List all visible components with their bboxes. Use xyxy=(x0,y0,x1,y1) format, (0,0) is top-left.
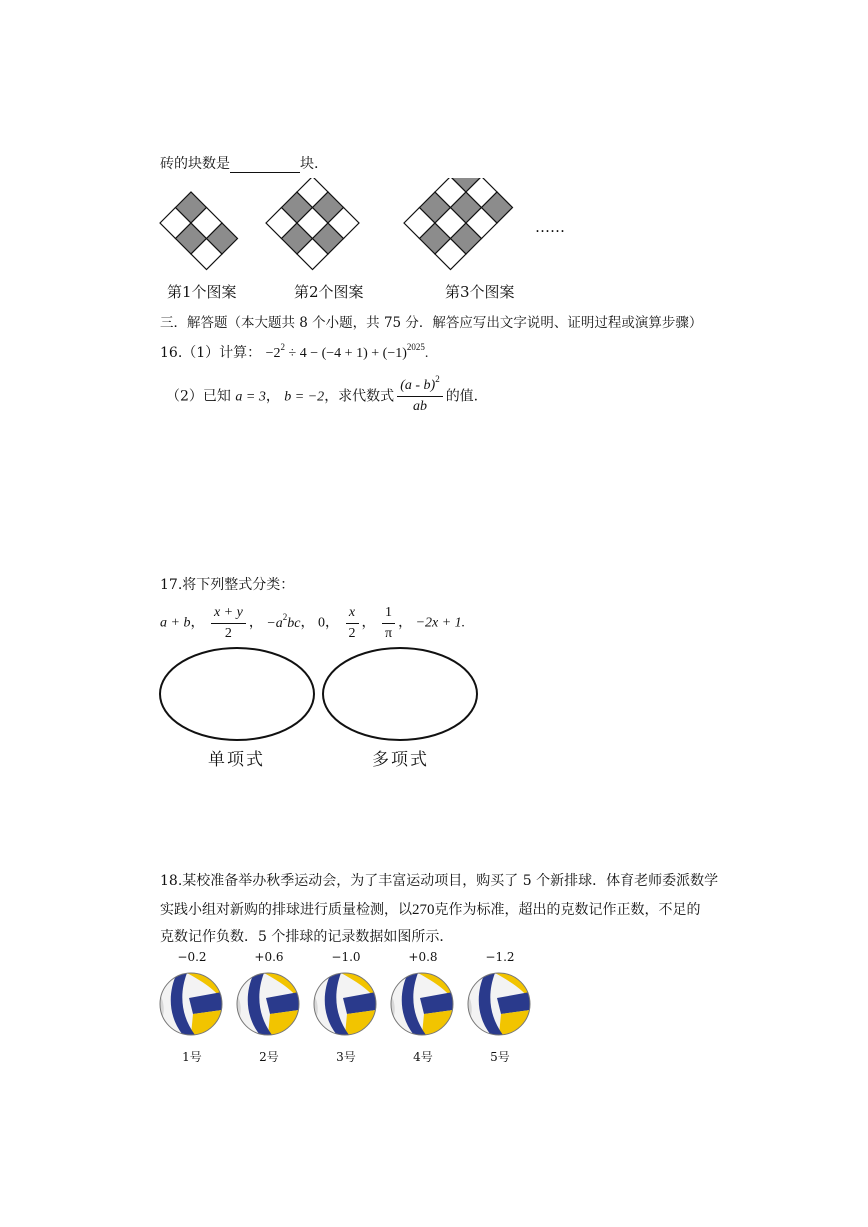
polynomial-oval xyxy=(323,648,477,740)
ball-4-label: 4号 xyxy=(413,1050,433,1064)
q17-items: a + b， $\frac{x + y}{2}$ ， $-a^2bc$， 0， $\frac{x}{2}$ ， $\frac{1}{\pi}$ ， −2x + 1. xyxy=(160,605,466,641)
item-neg-2x-plus-1: −2x + 1. xyxy=(415,615,466,631)
q18-line-2: 实践小组对新购的排球进行质量检测，以270克作为标准，超出的克数记作正数，不足的 xyxy=(160,902,701,918)
monomial-label: 单项式 xyxy=(208,750,265,770)
volleyballs-figure xyxy=(158,970,538,1038)
volleyball-1-icon xyxy=(160,973,222,1035)
ball-1-label: 1号 xyxy=(182,1050,202,1064)
volleyball-2-icon xyxy=(237,973,299,1035)
item-a-plus-b: a + b xyxy=(160,615,191,631)
classification-ovals xyxy=(155,645,485,745)
volleyball-4-icon xyxy=(391,973,453,1035)
q15-tail-line xyxy=(160,153,318,173)
q16-label: 16.（1）计算： xyxy=(160,345,262,361)
standard-weight: 270 xyxy=(412,902,435,918)
q18-line-1: 18.某校准备举办秋季运动会，为了丰富运动项目，购买了 5 个新排球．体育老师委派数学 xyxy=(160,873,719,889)
tile-patterns-figure xyxy=(155,178,575,273)
ball-2-label: 2号 xyxy=(259,1050,279,1064)
tile-pattern-2 xyxy=(266,178,359,270)
ball-5-label: 5号 xyxy=(490,1050,510,1064)
tile-pattern-1 xyxy=(160,192,238,270)
volleyball-5-icon xyxy=(468,973,530,1035)
item-1-over-pi: $\frac{1}{\pi}$ xyxy=(382,605,395,642)
pattern-ellipsis: …… xyxy=(535,218,565,236)
ball-2-value: +0.6 xyxy=(254,950,284,964)
ball-1-value: −0.2 xyxy=(177,950,207,964)
ball-3-label: 3号 xyxy=(336,1050,356,1064)
ball-5-value: −1.2 xyxy=(485,950,515,964)
item-zero: 0 xyxy=(318,615,325,631)
b-equals: b = −2 xyxy=(284,389,325,405)
algebraic-fraction: $\frac{(a - b)^2}{ab}$ xyxy=(397,378,443,415)
q17-label: 17.将下列整式分类： xyxy=(160,577,295,593)
item-neg-a2bc: $-a^2bc$ xyxy=(266,611,301,631)
volleyball-3-icon xyxy=(314,973,376,1035)
pattern-caption-2: 第2个图案 xyxy=(294,283,364,301)
a-equals: a = 3 xyxy=(235,389,266,405)
polynomial-label: 多项式 xyxy=(372,750,429,770)
ball-3-value: −1.0 xyxy=(331,950,361,964)
tile-pattern-3 xyxy=(404,178,513,270)
q16-part1 xyxy=(160,342,428,362)
item-x-over-2: $\frac{x}{2}$ xyxy=(346,605,359,642)
q18-line-3: 克数记作负数．5 个排球的记录数据如图所示． xyxy=(160,929,454,945)
monomial-oval xyxy=(160,648,314,740)
section-3-heading: 三．解答题（本大题共 8 个小题，共 75 分．解答应写出文字说明、证明过程或演算步骤） xyxy=(160,315,703,331)
q16-part2: （2）已知 a = 3， b = −2，求代数式 $\frac{(a - b)^2}{ab}$ 的值. xyxy=(166,374,479,414)
ball-4-value: +0.8 xyxy=(408,950,438,964)
q15-text-after: 块. xyxy=(300,156,319,172)
pattern-caption-3: 第3个图案 xyxy=(445,283,515,301)
q16-part2-label: （2）已知 xyxy=(166,388,231,405)
item-x-plus-y-over-2: $\frac{x + y}{2}$ xyxy=(211,605,246,642)
pattern-caption-1: 第1个图案 xyxy=(167,283,237,301)
answer-blank xyxy=(230,158,300,173)
q16-expr: $-2^2 \div 4 - (-4 + 1) + (-1)^{2025}$. xyxy=(265,342,429,361)
q15-text-before: 砖的块数是 xyxy=(160,156,230,172)
